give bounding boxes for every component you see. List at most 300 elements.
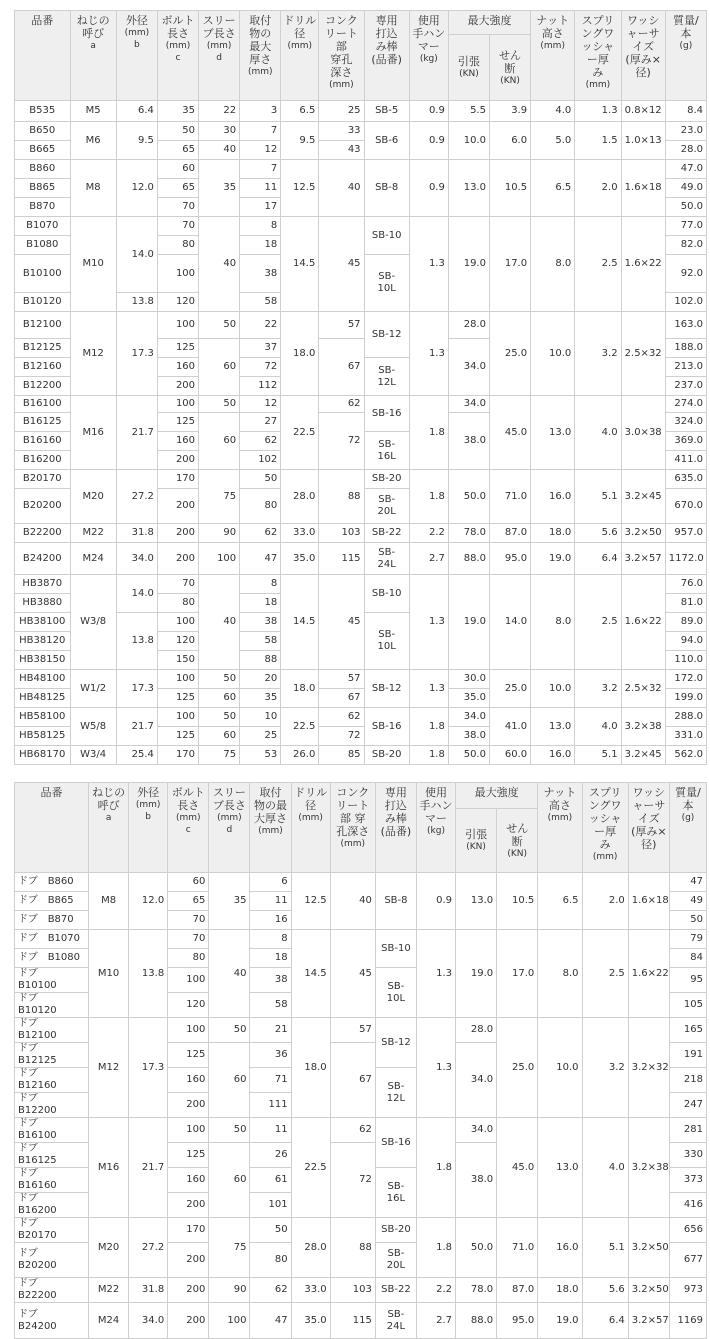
table-cell: 369.0 bbox=[665, 432, 706, 451]
table-cell: 50.0 bbox=[456, 1218, 497, 1278]
table-cell: 70 bbox=[157, 198, 198, 217]
table-cell: 13.8 bbox=[116, 293, 157, 312]
table-cell: 2.5×32 bbox=[621, 670, 665, 708]
table-cell: 13.8 bbox=[116, 613, 157, 670]
part-number-cell: B12125 bbox=[15, 339, 71, 358]
part-number-cell: B10100 bbox=[15, 255, 71, 293]
table-cell: 57 bbox=[319, 670, 364, 689]
table-cell: 26.0 bbox=[281, 746, 319, 765]
table-cell: 1.3 bbox=[409, 217, 448, 312]
table-cell: 16 bbox=[250, 911, 291, 930]
table-cell: 80 bbox=[250, 1243, 291, 1278]
table-cell: 1.3 bbox=[575, 101, 621, 122]
table-cell: 3.2×38 bbox=[628, 1118, 669, 1218]
table-row bbox=[15, 746, 707, 765]
table-cell: 274.0 bbox=[665, 396, 706, 413]
table-cell: 13.0 bbox=[531, 396, 575, 470]
table-cell: 16.0 bbox=[538, 1218, 582, 1278]
header-spring-washer: スプリ ングワ ッシャ ー厚 み (mm) bbox=[582, 783, 628, 873]
table-cell: 10.0 bbox=[531, 312, 575, 396]
table-cell: 11 bbox=[250, 1118, 291, 1143]
table-cell: 3.2×57 bbox=[621, 543, 665, 575]
table-cell: SB- 12L bbox=[364, 358, 409, 396]
table-cell: 27.2 bbox=[116, 470, 157, 524]
table-row bbox=[15, 217, 707, 236]
table-cell: 53 bbox=[240, 746, 281, 765]
table-cell: 12.5 bbox=[291, 873, 330, 930]
table-cell: 100 bbox=[157, 312, 198, 339]
table-cell: 47.0 bbox=[665, 160, 706, 179]
part-number-cell: B12160 bbox=[15, 358, 71, 377]
header-shear: せん 断 (KN) bbox=[497, 809, 538, 873]
table-cell: 373 bbox=[669, 1168, 706, 1193]
table-cell: 218 bbox=[669, 1068, 706, 1093]
table-cell: 28.0 bbox=[281, 470, 319, 524]
table-cell: 50.0 bbox=[665, 198, 706, 217]
table-cell: 28.0 bbox=[456, 1018, 497, 1043]
table-cell: 25 bbox=[319, 101, 364, 122]
table-cell: 62 bbox=[240, 524, 281, 543]
table-cell: 40 bbox=[199, 575, 240, 670]
table-cell: 50.0 bbox=[448, 746, 489, 765]
table-cell: 13.0 bbox=[448, 160, 489, 217]
table-cell: 247 bbox=[669, 1093, 706, 1118]
table-cell: 1169 bbox=[669, 1303, 706, 1339]
table-cell: 31.8 bbox=[116, 524, 157, 543]
header-thread: ねじの 呼び a bbox=[89, 783, 129, 873]
table-cell: 72 bbox=[319, 413, 364, 470]
table-cell: 60 bbox=[199, 413, 240, 470]
table-cell: 70 bbox=[157, 217, 198, 236]
table-cell: M8 bbox=[89, 873, 129, 930]
part-number-cell: ドブ B870 bbox=[15, 911, 89, 930]
table-cell: M10 bbox=[70, 217, 116, 312]
table-cell: 3.0×38 bbox=[621, 396, 665, 470]
part-number-cell: B12200 bbox=[15, 377, 71, 396]
table-cell: 23.0 bbox=[665, 122, 706, 141]
table-cell: 57 bbox=[330, 1018, 375, 1043]
table-cell: 58 bbox=[240, 632, 281, 651]
header-outer-diameter: 外径 (mm) b bbox=[116, 11, 157, 101]
table-cell: 170 bbox=[168, 1218, 209, 1243]
table-cell: 43 bbox=[319, 141, 364, 160]
table-cell: 34.0 bbox=[456, 1043, 497, 1118]
table-row bbox=[15, 312, 707, 339]
table-cell: 72 bbox=[330, 1143, 375, 1218]
part-number-cell: ドブ B12200 bbox=[15, 1093, 89, 1118]
table-cell: 562.0 bbox=[665, 746, 706, 765]
table-cell: 8 bbox=[250, 930, 291, 949]
table-cell: 120 bbox=[157, 632, 198, 651]
table-cell: 125 bbox=[157, 689, 198, 708]
table-cell: 288.0 bbox=[665, 708, 706, 727]
table-cell: M20 bbox=[89, 1218, 129, 1278]
table-cell: 102 bbox=[240, 451, 281, 470]
table-cell: 200 bbox=[168, 1278, 209, 1303]
table-cell: 103 bbox=[319, 524, 364, 543]
table-cell: 65 bbox=[157, 141, 198, 160]
table-cell: 105 bbox=[669, 993, 706, 1018]
table-cell: 40 bbox=[199, 141, 240, 160]
table-cell: 120 bbox=[168, 993, 209, 1018]
table-row bbox=[15, 1018, 707, 1043]
table-cell: 88.0 bbox=[456, 1303, 497, 1339]
table-cell: 170 bbox=[157, 470, 198, 489]
part-number-cell: ドブ B22200 bbox=[15, 1278, 89, 1303]
table-cell: 6.5 bbox=[281, 101, 319, 122]
table-cell: 1.8 bbox=[409, 746, 448, 765]
part-number-cell: B20170 bbox=[15, 470, 71, 489]
part-number-cell: ドブ B20170 bbox=[15, 1218, 89, 1243]
table-cell: 4.0 bbox=[575, 396, 621, 470]
table-cell: 62 bbox=[240, 432, 281, 451]
table-cell: 50 bbox=[240, 470, 281, 489]
table-cell: 50 bbox=[157, 122, 198, 141]
header-sleeve-length: スリー ブ長さ (mm) d bbox=[199, 11, 240, 101]
table-cell: 60 bbox=[199, 727, 240, 746]
table-cell: 89.0 bbox=[665, 613, 706, 632]
table-cell: 3.2 bbox=[575, 670, 621, 708]
table-cell: 12 bbox=[240, 396, 281, 413]
table-cell: 60 bbox=[199, 339, 240, 396]
table-cell: SB-12 bbox=[364, 670, 409, 708]
header-part-number: 品番 bbox=[15, 11, 71, 101]
table-row bbox=[15, 1278, 707, 1303]
table-cell: M22 bbox=[89, 1278, 129, 1303]
table-cell: 35.0 bbox=[291, 1303, 330, 1339]
part-number-cell: HB58125 bbox=[15, 727, 71, 746]
table-cell: 331.0 bbox=[665, 727, 706, 746]
table-cell: M12 bbox=[70, 312, 116, 396]
table-cell: 45.0 bbox=[497, 1118, 538, 1218]
part-number-cell: B16125 bbox=[15, 413, 71, 432]
table-cell: 36 bbox=[250, 1043, 291, 1068]
table-cell: 1.3 bbox=[409, 312, 448, 396]
table-cell: 3.2 bbox=[582, 1018, 628, 1118]
part-number-cell: B1070 bbox=[15, 217, 71, 236]
table-cell: M24 bbox=[89, 1303, 129, 1339]
table-cell: 100 bbox=[168, 1118, 209, 1143]
table-cell: 1.6×22 bbox=[621, 217, 665, 312]
table-cell: 33.0 bbox=[291, 1278, 330, 1303]
table-cell: 416 bbox=[669, 1193, 706, 1218]
table-body-galvanized bbox=[15, 873, 707, 1339]
table-cell: 2.7 bbox=[409, 543, 448, 575]
table-cell: 8.0 bbox=[538, 930, 582, 1018]
table-cell: 60.0 bbox=[489, 746, 530, 765]
table-cell: 281 bbox=[669, 1118, 706, 1143]
table-cell: 35 bbox=[209, 873, 250, 930]
table-cell: 90 bbox=[209, 1278, 250, 1303]
table-cell: 3.2×32 bbox=[628, 1018, 669, 1118]
header-washer-size: ワッシ ャーサ イズ (厚み× 径) bbox=[628, 783, 669, 873]
table-cell: 9.5 bbox=[281, 122, 319, 160]
table-cell: 40 bbox=[209, 930, 250, 1018]
table-cell: 71.0 bbox=[489, 470, 530, 524]
table-cell: 973 bbox=[669, 1278, 706, 1303]
table-cell: M5 bbox=[70, 101, 116, 122]
table-row bbox=[15, 670, 707, 689]
table-cell: 2.5 bbox=[575, 575, 621, 670]
table-cell: 3.2×45 bbox=[621, 470, 665, 524]
table-cell: 0.9 bbox=[416, 873, 455, 930]
part-number-cell: ドブ B10100 bbox=[15, 968, 89, 993]
header-nut-height: ナット 高さ (mm) bbox=[538, 783, 582, 873]
table-cell: 85 bbox=[319, 746, 364, 765]
table-cell: 100 bbox=[157, 613, 198, 632]
table-cell: 34.0 bbox=[448, 396, 489, 413]
table-cell: 5.1 bbox=[575, 746, 621, 765]
table-cell: 41.0 bbox=[489, 708, 530, 746]
table-cell: 47 bbox=[250, 1303, 291, 1339]
table-cell: 125 bbox=[157, 413, 198, 432]
part-number-cell: HB58100 bbox=[15, 708, 71, 727]
table-cell: 2.5 bbox=[575, 217, 621, 312]
table-cell: 60 bbox=[209, 1143, 250, 1218]
table-cell: SB- 20L bbox=[375, 1243, 416, 1278]
table-cell: 18.0 bbox=[281, 312, 319, 396]
table-cell: 2.5 bbox=[582, 930, 628, 1018]
table-cell: 22 bbox=[199, 101, 240, 122]
table-cell: 1.3 bbox=[416, 1018, 455, 1118]
part-number-cell: ドブ B1070 bbox=[15, 930, 89, 949]
table-cell: 0.9 bbox=[409, 122, 448, 160]
table-cell: 2.0 bbox=[575, 160, 621, 217]
table-cell: SB-22 bbox=[364, 524, 409, 543]
header-thread: ねじの 呼び a bbox=[70, 11, 116, 101]
table-cell: 60 bbox=[157, 160, 198, 179]
header-shear: せん 断 (KN) bbox=[489, 35, 530, 101]
table-cell: 100 bbox=[157, 396, 198, 413]
table-cell: 28.0 bbox=[448, 312, 489, 339]
table-cell: 160 bbox=[168, 1068, 209, 1093]
part-number-cell: ドブ B12125 bbox=[15, 1043, 89, 1068]
table-cell: 28.0 bbox=[291, 1218, 330, 1278]
table-cell: SB-10 bbox=[375, 930, 416, 968]
table-cell: 635.0 bbox=[665, 470, 706, 489]
header-driving-tool: 専用 打込 み棒 (品番) bbox=[375, 783, 416, 873]
table-cell: 6.5 bbox=[538, 873, 582, 930]
header-max-strength: 最大強度 bbox=[456, 783, 538, 809]
table-row bbox=[15, 543, 707, 575]
table-cell: 81.0 bbox=[665, 594, 706, 613]
table-cell: SB-12 bbox=[364, 312, 409, 358]
table-cell: 3.2×50 bbox=[628, 1278, 669, 1303]
table-cell: 71 bbox=[250, 1068, 291, 1093]
table-cell: 16.0 bbox=[531, 746, 575, 765]
table-cell: 6 bbox=[250, 873, 291, 892]
table-cell: 65 bbox=[168, 892, 209, 911]
table-cell: 1.3 bbox=[409, 670, 448, 708]
table-cell: 60 bbox=[199, 689, 240, 708]
table-cell: 18 bbox=[240, 594, 281, 613]
table-cell: 6.4 bbox=[116, 101, 157, 122]
table-cell: 163.0 bbox=[665, 312, 706, 339]
part-number-cell: B24200 bbox=[15, 543, 71, 575]
table-cell: SB- 10L bbox=[375, 968, 416, 1018]
table-cell: 8.4 bbox=[665, 101, 706, 122]
table-cell: 13.8 bbox=[129, 930, 168, 1018]
header-drill-diameter: ドリル 径 (mm) bbox=[281, 11, 319, 101]
table-cell: 62 bbox=[319, 708, 364, 727]
table-cell: 677 bbox=[669, 1243, 706, 1278]
part-number-cell: B20200 bbox=[15, 489, 71, 524]
table-cell: 34.0 bbox=[448, 708, 489, 727]
table-cell: 40 bbox=[330, 873, 375, 930]
table-cell: 72 bbox=[240, 358, 281, 377]
part-number-cell: B1080 bbox=[15, 236, 71, 255]
table-cell: 60 bbox=[168, 873, 209, 892]
table-cell: 670.0 bbox=[665, 489, 706, 524]
header-bolt-length: ボルト 長さ (mm) c bbox=[157, 11, 198, 101]
table-cell: 58 bbox=[240, 293, 281, 312]
table-cell: 80 bbox=[157, 594, 198, 613]
table-cell: 100 bbox=[157, 708, 198, 727]
table-cell: 75 bbox=[199, 470, 240, 524]
table-cell: 26 bbox=[250, 1143, 291, 1168]
header-max-strength: 最大強度 bbox=[448, 11, 530, 35]
table-cell: 34.0 bbox=[129, 1303, 168, 1339]
table-cell: 125 bbox=[168, 1043, 209, 1068]
table-cell: 19.0 bbox=[531, 543, 575, 575]
table-cell: 2.0 bbox=[582, 873, 628, 930]
header-nut-height: ナット 高さ (mm) bbox=[531, 11, 575, 101]
table-cell: 62 bbox=[330, 1118, 375, 1143]
table-cell: 17.3 bbox=[116, 312, 157, 396]
table-cell: 19.0 bbox=[448, 575, 489, 670]
table-cell: 25 bbox=[240, 727, 281, 746]
table-row bbox=[15, 396, 707, 413]
table-cell: 92.0 bbox=[665, 255, 706, 293]
table-cell: 87.0 bbox=[497, 1278, 538, 1303]
table-cell: 1.8 bbox=[409, 396, 448, 470]
table-cell: 19.0 bbox=[538, 1303, 582, 1339]
part-number-cell: B16100 bbox=[15, 396, 71, 413]
table-cell: 957.0 bbox=[665, 524, 706, 543]
table-cell: 25.0 bbox=[497, 1018, 538, 1118]
table-cell: 100 bbox=[157, 670, 198, 689]
part-number-cell: ドブ B12100 bbox=[15, 1018, 89, 1043]
table-cell: 199.0 bbox=[665, 689, 706, 708]
header-hammer: 使用 手ハン マー (kg) bbox=[416, 783, 455, 873]
table-cell: 200 bbox=[168, 1193, 209, 1218]
table-cell: 95.0 bbox=[497, 1303, 538, 1339]
table-cell: 10 bbox=[240, 708, 281, 727]
table-cell: 79 bbox=[669, 930, 706, 949]
table-cell: 19.0 bbox=[448, 217, 489, 312]
table-cell: 67 bbox=[319, 689, 364, 708]
table-cell: 5.5 bbox=[448, 101, 489, 122]
part-number-cell: ドブ B865 bbox=[15, 892, 89, 911]
table-cell: 34.0 bbox=[456, 1118, 497, 1143]
table-cell: 18.0 bbox=[291, 1018, 330, 1118]
header-mass: 質量/ 本 (g) bbox=[669, 783, 706, 873]
header-sleeve-length: スリー ブ長さ (mm) d bbox=[209, 783, 250, 873]
table-cell: 2.2 bbox=[416, 1278, 455, 1303]
part-number-cell: ドブ B10120 bbox=[15, 993, 89, 1018]
part-number-cell: B650 bbox=[15, 122, 71, 141]
table-row bbox=[15, 1118, 707, 1143]
table-cell: M22 bbox=[70, 524, 116, 543]
table-cell: 0.9 bbox=[409, 160, 448, 217]
table-cell: 1.8 bbox=[409, 708, 448, 746]
table-cell: SB-10 bbox=[364, 217, 409, 255]
table-cell: 1.6×18 bbox=[621, 160, 665, 217]
table-cell: 21.7 bbox=[116, 708, 157, 746]
table-cell: SB-20 bbox=[364, 746, 409, 765]
header-hammer: 使用 手ハン マー (kg) bbox=[409, 11, 448, 101]
table-cell: SB-22 bbox=[375, 1278, 416, 1303]
table-cell: 12.0 bbox=[129, 873, 168, 930]
table-cell: 38.0 bbox=[456, 1143, 497, 1218]
table-cell: SB- 12L bbox=[375, 1068, 416, 1118]
table-cell: 1.6×18 bbox=[628, 873, 669, 930]
table-cell: 165 bbox=[669, 1018, 706, 1043]
table-cell: SB- 16L bbox=[364, 432, 409, 470]
table-row bbox=[15, 1218, 707, 1243]
table-cell: 40 bbox=[319, 160, 364, 217]
table-cell: 34.0 bbox=[116, 543, 157, 575]
table-cell: SB-6 bbox=[364, 122, 409, 160]
table-cell: SB- 10L bbox=[364, 255, 409, 312]
table-cell: M6 bbox=[70, 122, 116, 160]
table-cell: 11 bbox=[240, 179, 281, 198]
table-cell: SB- 16L bbox=[375, 1168, 416, 1218]
part-number-cell: HB68170 bbox=[15, 746, 71, 765]
table-cell: 111 bbox=[250, 1093, 291, 1118]
part-number-cell: B535 bbox=[15, 101, 71, 122]
table-cell: 115 bbox=[330, 1303, 375, 1339]
table-cell: 1.6×22 bbox=[628, 930, 669, 1018]
table-row bbox=[15, 470, 707, 489]
header-concrete-depth: コンク リート 部 穿孔 深さ (mm) bbox=[319, 11, 364, 101]
part-number-cell: HB48100 bbox=[15, 670, 71, 689]
table-cell: 3.9 bbox=[489, 101, 530, 122]
table-cell: 8.0 bbox=[531, 217, 575, 312]
table-cell: 30 bbox=[199, 122, 240, 141]
table-cell: 61 bbox=[250, 1168, 291, 1193]
table-cell: 13.0 bbox=[456, 873, 497, 930]
table-cell: 28.0 bbox=[665, 141, 706, 160]
table-body-standard bbox=[15, 101, 707, 765]
table-cell: 13.0 bbox=[538, 1118, 582, 1218]
part-number-cell: ドブ B1080 bbox=[15, 949, 89, 968]
table-cell: 5.0 bbox=[531, 122, 575, 160]
table-cell: 170 bbox=[157, 746, 198, 765]
table-cell: 14.0 bbox=[489, 575, 530, 670]
part-number-cell: ドブ B24200 bbox=[15, 1303, 89, 1339]
table-cell: 70 bbox=[157, 575, 198, 594]
table-cell: W1/2 bbox=[70, 670, 116, 708]
table-cell: 200 bbox=[157, 377, 198, 396]
header-part-number: 品番 bbox=[15, 783, 89, 873]
table-cell: 95.0 bbox=[489, 543, 530, 575]
part-number-cell: B10120 bbox=[15, 293, 71, 312]
table-cell: 45 bbox=[330, 930, 375, 1018]
table-cell: 115 bbox=[319, 543, 364, 575]
table-cell: SB-16 bbox=[375, 1118, 416, 1168]
table-cell: 12.5 bbox=[281, 160, 319, 217]
table-cell: 0.9 bbox=[409, 101, 448, 122]
table-cell: 60 bbox=[209, 1043, 250, 1118]
table-cell: 67 bbox=[319, 339, 364, 396]
table-cell: M24 bbox=[70, 543, 116, 575]
table-cell: 50 bbox=[199, 708, 240, 727]
table-cell: 324.0 bbox=[665, 413, 706, 432]
table-cell: SB-16 bbox=[364, 396, 409, 432]
table-cell: 100 bbox=[209, 1303, 250, 1339]
part-number-cell: B16200 bbox=[15, 451, 71, 470]
